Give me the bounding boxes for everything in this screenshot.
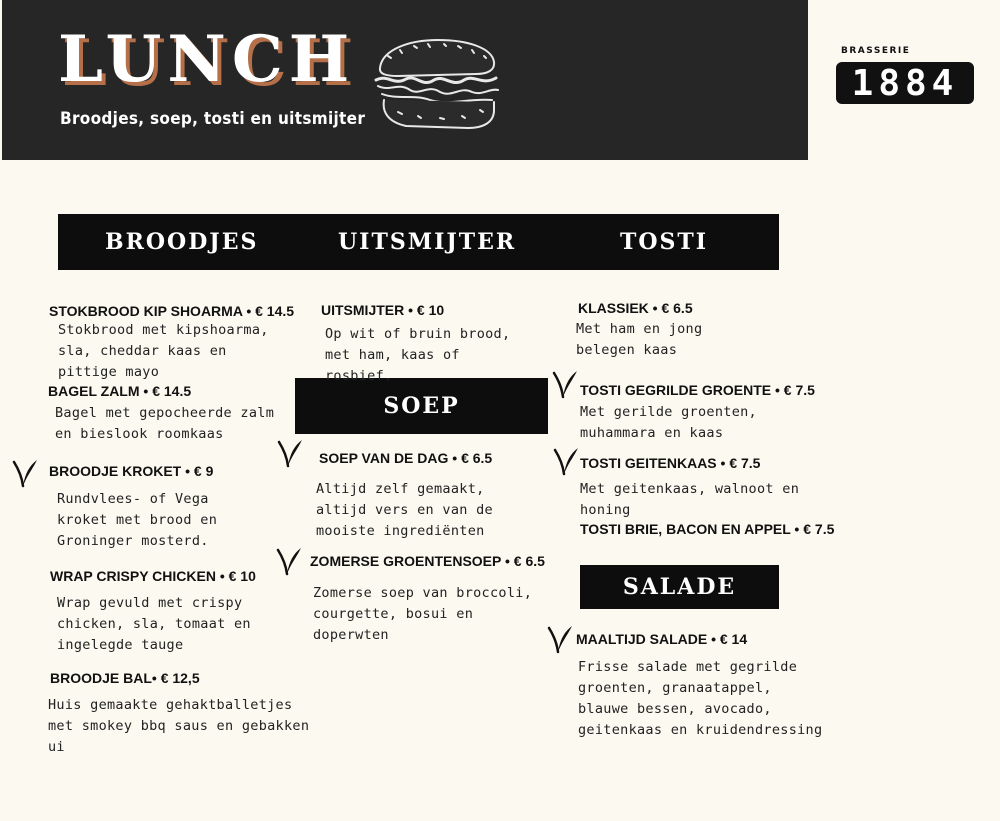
menu-item-description: Met ham en jong belegen kaas	[576, 321, 703, 358]
brand-number: 1884	[851, 62, 959, 104]
menu-item-description: Rundvlees- of Vega kroket met brood en Groninger mosterd.	[57, 491, 218, 549]
section-title-broodjes: BROODJES	[105, 229, 259, 255]
section-bar-salade	[580, 565, 779, 609]
menu-item-description: Met gerilde groenten, muhammara en kaas	[580, 404, 757, 441]
section-title-uitsmijter: UITSMIJTER	[338, 229, 517, 255]
menu-item-name: ZOMERSE GROENTENSOEP • € 6.5	[310, 553, 545, 569]
section-title-soep: SOEP	[383, 393, 460, 419]
vegetarian-leaf-icon	[275, 436, 305, 470]
vegetarian-leaf-icon	[551, 444, 581, 478]
menu-item-name: BROODJE BAL• € 12,5	[50, 670, 200, 686]
menu-item-name: WRAP CRISPY CHICKEN • € 10	[50, 568, 256, 584]
menu-item-name: MAALTIJD SALADE • € 14	[576, 631, 748, 647]
section-title-tosti: TOSTI	[620, 229, 709, 255]
menu-item-name: TOSTI BRIE, BACON EN APPEL • € 7.5	[580, 521, 835, 537]
menu-item-name: TOSTI GEGRILDE GROENTE • € 7.5	[580, 382, 815, 398]
vegetarian-leaf-icon	[550, 367, 580, 401]
menu-item-description: Stokbrood met kipshoarma, sla, cheddar kaas en pittige mayo	[58, 322, 269, 380]
vegetarian-leaf-icon	[10, 456, 40, 490]
menu-item-name: UITSMIJTER • € 10	[321, 302, 445, 318]
section-title-salade: SALADE	[622, 574, 737, 600]
menu-item-description: Zomerse soep van broccoli, courgette, bosui en doperwten	[313, 585, 533, 643]
menu-item-description: Op wit of bruin brood, met ham, kaas of rosbief.	[325, 326, 511, 384]
menu-item-description: Wrap gevuld met crispy chicken, sla, tomaat en ingelegde tauge	[57, 595, 251, 653]
menu-item-description: Altijd zelf gemaakt, altijd vers en van de mooiste ingrediënten	[316, 481, 493, 539]
menu-item-name: TOSTI GEITENKAAS • € 7.5	[580, 455, 761, 471]
brand-logo	[836, 62, 974, 104]
menu-item-name: STOKBROOD KIP SHOARMA • € 14.5	[49, 303, 295, 319]
brand-label: BRASSERIE	[841, 46, 911, 56]
menu-item-name: BROODJE KROKET • € 9	[49, 463, 214, 479]
menu-item-name: SOEP VAN DE DAG • € 6.5	[319, 450, 493, 466]
menu-item-name: BAGEL ZALM • € 14.5	[48, 383, 192, 399]
sandwich-illustration-icon	[368, 34, 504, 136]
menu-item-description: Frisse salade met gegrilde groenten, granaatappel, blauwe bessen, avocado, geitenkaas en kruidendressing	[578, 659, 823, 738]
page-title: LUNCH	[58, 22, 356, 97]
page-subtitle: Broodjes, soep, tosti en uitsmijter	[60, 109, 366, 129]
vegetarian-leaf-icon	[545, 622, 575, 656]
header-banner	[2, 0, 808, 160]
menu-item-name: KLASSIEK • € 6.5	[578, 300, 693, 316]
menu-item-description: Bagel met gepocheerde zalm en bieslook roomkaas	[55, 405, 275, 442]
menu-item-description: Huis gemaakte gehaktballetjes met smokey bbq saus en gebakken ui	[48, 697, 310, 755]
menu-item-description: Met geitenkaas, walnoot en honing	[580, 481, 800, 518]
vegetarian-leaf-icon	[274, 544, 304, 578]
section-bar-top	[58, 214, 779, 270]
